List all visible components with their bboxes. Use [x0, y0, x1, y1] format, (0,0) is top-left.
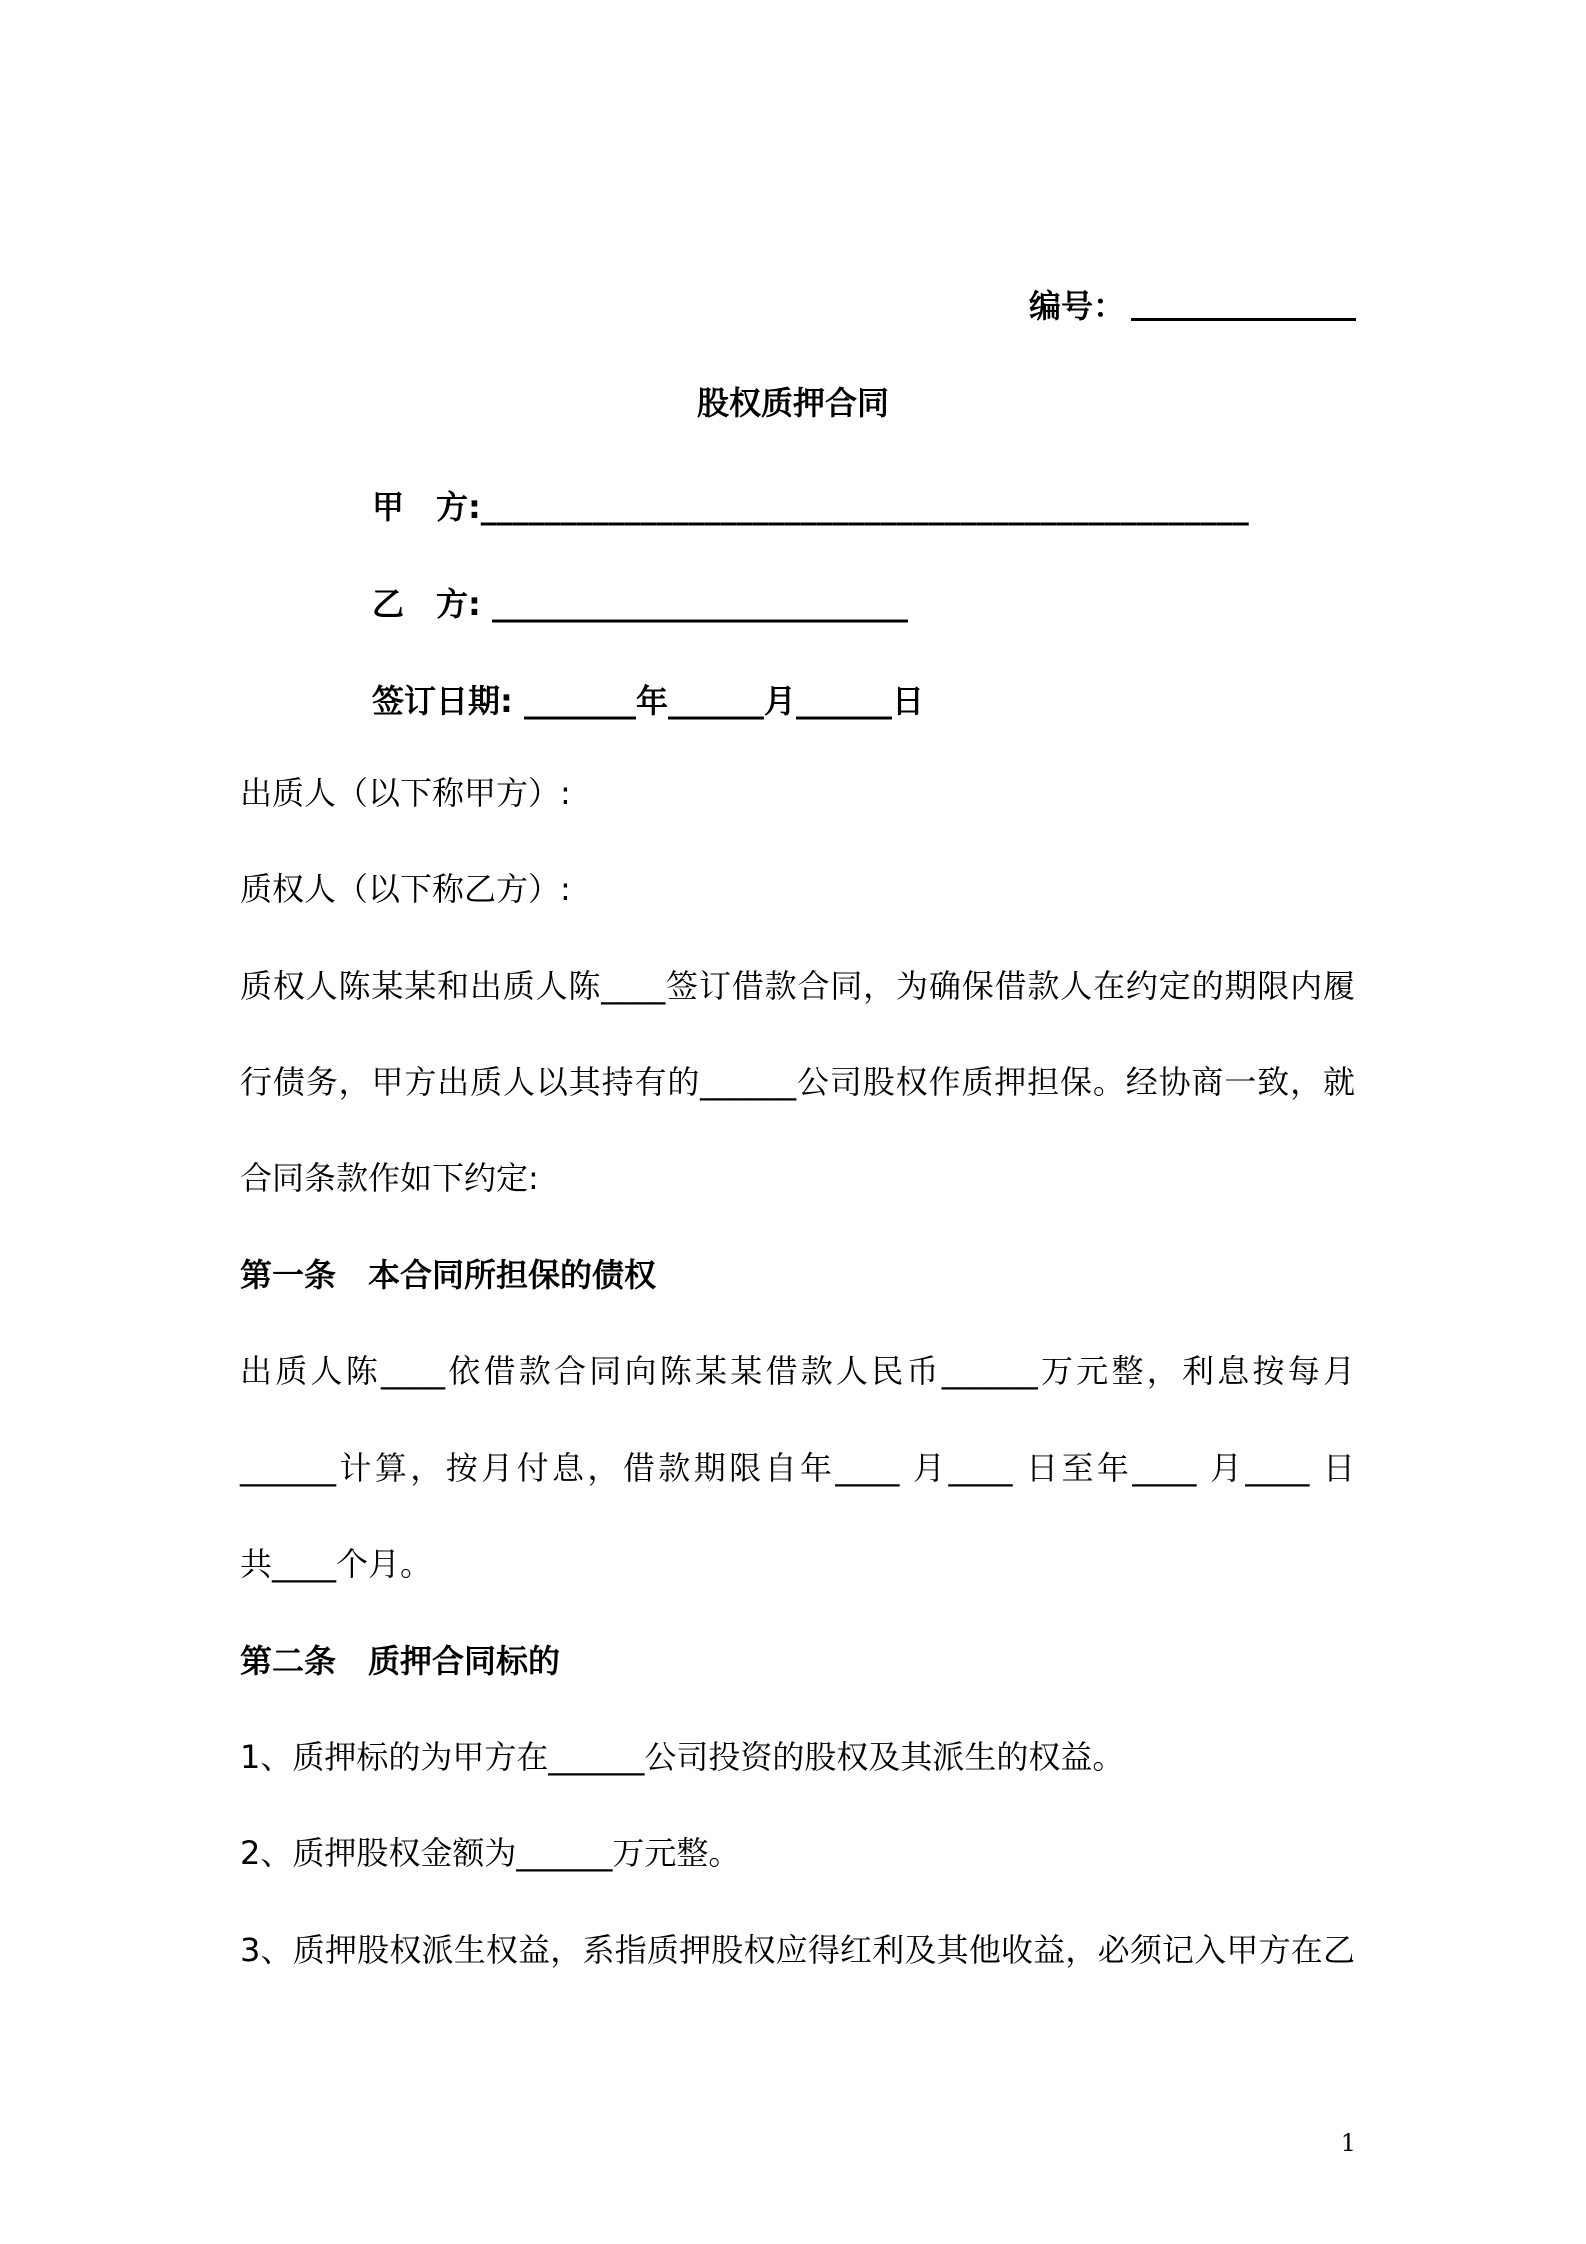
- intro-line-1: 质权人陈某某和出质人陈____签订借款合同，为确保借款人在约定的期限内履: [240, 967, 1355, 1005]
- article-1-line-1: 出质人陈____依借款合同向陈某某借款人民币______万元整，利息按每月: [240, 1352, 1355, 1390]
- serial-number-blank: [1131, 288, 1356, 321]
- party-a-line: 甲 方:________________________________________________: [372, 488, 1249, 526]
- article-2-heading: 第二条 质押合同标的: [240, 1642, 561, 1680]
- serial-number-field: [1029, 285, 1356, 327]
- article-2-item-1: 1、质押标的为甲方在______公司投资的股权及其派生的权益。: [240, 1738, 1125, 1776]
- article-2-item-2: 2、质押股权金额为______万元整。: [240, 1834, 741, 1872]
- intro-line-3: 合同条款作如下约定:: [240, 1159, 539, 1197]
- pledgee-line: 质权人（以下称乙方）:: [240, 870, 571, 908]
- sign-date-line: 签订日期: _______年______月______日: [372, 682, 924, 720]
- document-title: 股权质押合同: [696, 384, 889, 422]
- article-1-heading: 第一条 本合同所担保的债权: [240, 1256, 657, 1294]
- intro-line-2: 行债务，甲方出质人以其持有的______公司股权作质押担保。经协商一致，就: [240, 1063, 1355, 1101]
- serial-number-label: 编号：: [1028, 287, 1125, 325]
- pledgor-line: 出质人（以下称甲方）:: [240, 774, 571, 812]
- page-number: 1: [1340, 2129, 1356, 2157]
- article-2-item-3: 3、质押股权派生权益，系指质押股权应得红利及其他收益，必须记入甲方在乙: [240, 1931, 1355, 1969]
- article-1-line-2: ______计算，按月付息，借款期限自年____ 月____ 日至年____ 月____ 日: [240, 1449, 1355, 1487]
- article-1-line-3: 共____个月。: [240, 1545, 433, 1583]
- party-b-line: 乙 方: __________________________: [372, 585, 908, 623]
